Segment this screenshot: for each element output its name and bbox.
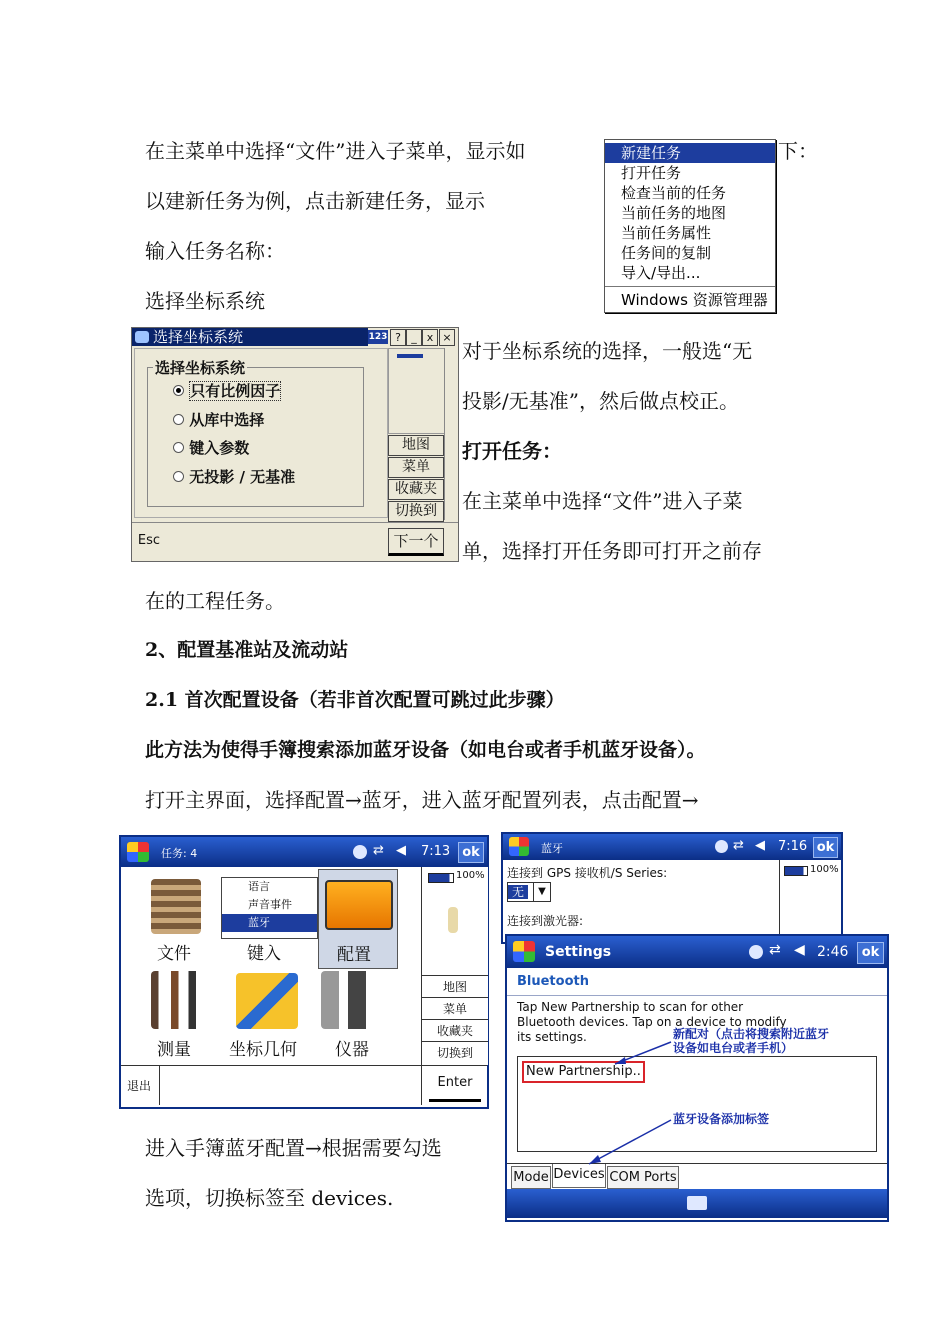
favorites-button[interactable]: 收藏夹 bbox=[388, 479, 444, 500]
esc-button[interactable]: Esc bbox=[134, 526, 164, 556]
menu-item-import-export[interactable]: 导入/导出... bbox=[621, 264, 701, 282]
pda-main-screen bbox=[119, 835, 489, 1109]
battery-level: 100% bbox=[810, 864, 839, 875]
volume-icon[interactable]: ◀ bbox=[755, 838, 765, 853]
pda-bluetooth-screen bbox=[501, 832, 843, 944]
battery-icon bbox=[428, 873, 454, 883]
bottom-divider bbox=[132, 522, 458, 523]
menu-item-windows-explorer[interactable]: Windows 资源管理器 bbox=[621, 291, 768, 309]
right-line-1: 对于坐标系统的选择，一般选“无 bbox=[462, 339, 753, 363]
method-heading: 此方法为使得手簿搜索添加蓝牙设备（如电台或者手机蓝牙设备）。 bbox=[145, 739, 706, 761]
toolbox-icon bbox=[325, 880, 393, 930]
right-line-5: 单，选择打开任务即可打开之前存 bbox=[462, 539, 762, 563]
next-button[interactable]: 下一个 bbox=[388, 528, 444, 556]
cogo-app-label[interactable]: 坐标几何 bbox=[229, 1040, 297, 1060]
new-partnership-item[interactable]: New Partnership.. bbox=[522, 1061, 645, 1083]
arrowhead-icon bbox=[589, 1155, 601, 1164]
para-line-3: 输入任务名称： bbox=[145, 239, 285, 263]
volume-icon[interactable]: ◀ bbox=[396, 843, 406, 858]
ok-button[interactable]: ok bbox=[458, 842, 484, 863]
exit-button[interactable]: 退出 bbox=[127, 1079, 152, 1093]
radio-icon[interactable] bbox=[173, 414, 184, 425]
config-submenu bbox=[221, 877, 318, 939]
pda-bt-titlebar bbox=[503, 834, 841, 860]
tab-mode[interactable]: Mode bbox=[511, 1166, 551, 1189]
close-icon[interactable]: × bbox=[439, 329, 455, 346]
right-line-2: 投影/无基准”，然后做点校正。 bbox=[462, 389, 739, 413]
switch-tab-instruction: 选项，切换标签至 devices. bbox=[145, 1186, 394, 1210]
pda-enter-divider bbox=[421, 1066, 422, 1105]
pda-favorites-button[interactable]: 收藏夹 bbox=[422, 1019, 488, 1042]
volume-icon[interactable]: ◀ bbox=[794, 942, 805, 958]
annotation-arrows bbox=[507, 936, 887, 1220]
option-no-projection[interactable]: 无投影 / 无基准 bbox=[173, 466, 295, 487]
menu-item-open-task[interactable]: 打开任务 bbox=[621, 164, 682, 182]
instrument-app-icon[interactable] bbox=[321, 971, 381, 1029]
right-line-4: 在主菜单中选择“文件”进入子菜 bbox=[462, 489, 743, 513]
connectivity-icon[interactable]: ⇄ bbox=[733, 838, 744, 853]
connectivity-icon[interactable]: ⇄ bbox=[769, 942, 781, 958]
para-line-1: 在主菜单中选择“文件”进入子菜单，显示如 bbox=[145, 139, 526, 163]
menu-separator bbox=[605, 286, 775, 287]
sync-icon[interactable] bbox=[353, 845, 367, 859]
chevron-down-icon[interactable]: ▼ bbox=[533, 883, 550, 901]
app-grid bbox=[121, 867, 421, 1065]
pda-bt-title: 蓝牙 bbox=[541, 842, 563, 855]
settings-title: Settings bbox=[545, 944, 612, 960]
menu-item-task-map[interactable]: 当前任务的地图 bbox=[621, 204, 727, 222]
option-from-library[interactable]: 从库中选择 bbox=[173, 409, 264, 430]
option-scale-factor[interactable]: 只有比例因子 bbox=[173, 380, 281, 401]
dialog-title: 选择坐标系统 bbox=[153, 328, 244, 346]
pda-exit-divider bbox=[159, 1066, 160, 1105]
battery-icon bbox=[784, 866, 808, 876]
file-menu-popup bbox=[604, 139, 776, 313]
option-key-in-params[interactable]: 键入参数 bbox=[173, 437, 249, 458]
section-heading-2: 2、配置基准站及流动站 bbox=[145, 639, 349, 661]
radio-icon[interactable] bbox=[173, 471, 184, 482]
config-app-selected[interactable] bbox=[318, 869, 398, 969]
submenu-sound-events[interactable]: 声音事件 bbox=[248, 898, 292, 911]
pda-map-button[interactable]: 地图 bbox=[422, 975, 488, 998]
pda-settings-screen bbox=[505, 934, 889, 1222]
bluetooth-description: Tap New Partnership to scan for other Bluetooth devices. Tap on a device to modify its settings. bbox=[517, 1000, 787, 1044]
pda-main-titlebar bbox=[121, 837, 487, 867]
connection-status-icon bbox=[448, 907, 458, 933]
scroll-strip bbox=[444, 348, 457, 520]
cogo-app-icon[interactable] bbox=[236, 973, 298, 1029]
survey-app-label[interactable]: 测量 bbox=[157, 1040, 191, 1060]
status-panel bbox=[388, 348, 446, 434]
switch-to-button[interactable]: 切换到 bbox=[388, 501, 444, 522]
clock[interactable]: 2:46 bbox=[817, 944, 849, 960]
arrowhead-icon bbox=[615, 1057, 626, 1064]
app-icon bbox=[135, 331, 149, 343]
open-main-instruction: 打开主界面，选择配置→蓝牙，进入蓝牙配置列表，点击配置→ bbox=[145, 788, 699, 812]
close-button[interactable]: x bbox=[422, 329, 438, 346]
para-line-2: 以建新任务为例，点击新建任务，显示 bbox=[145, 189, 485, 213]
pda-main-title: 任务: 4 bbox=[161, 847, 198, 860]
instrument-app-label[interactable]: 仪器 bbox=[335, 1040, 369, 1060]
arrow-to-devices-tab bbox=[589, 1120, 671, 1164]
file-app-icon[interactable] bbox=[151, 879, 201, 934]
pda-side-panel bbox=[421, 867, 488, 1065]
menu-item-new-task[interactable]: 新建任务 bbox=[605, 143, 775, 163]
windows-start-icon[interactable] bbox=[509, 837, 529, 856]
annotation-devices-tab: 蓝牙设备添加标签 bbox=[673, 1112, 770, 1126]
minimize-button[interactable]: _ bbox=[406, 329, 422, 346]
tab-com-ports[interactable]: COM Ports bbox=[607, 1166, 679, 1189]
input-mode-icon[interactable]: 123 bbox=[368, 332, 388, 342]
menu-button[interactable]: 菜单 bbox=[388, 457, 444, 478]
enter-bt-instruction: 进入手簿蓝牙配置→根据需要勾选 bbox=[145, 1136, 442, 1160]
para-line-5: 在的工程任务。 bbox=[145, 589, 285, 613]
submenu-language[interactable]: 语言 bbox=[248, 880, 270, 893]
keyin-app-label[interactable]: 键入 bbox=[247, 944, 281, 964]
para-line-4: 选择坐标系统 bbox=[145, 289, 265, 313]
battery-level: 100% bbox=[456, 870, 485, 881]
dialog-title-bar bbox=[132, 328, 368, 346]
pda-menu-button[interactable]: 菜单 bbox=[422, 997, 488, 1020]
section-heading-2-1: 2.1 首次配置设备（若非首次配置可跳过此步骤） bbox=[145, 689, 565, 711]
menu-item-task-properties[interactable]: 当前任务属性 bbox=[621, 224, 712, 242]
gps-label: 连接到 GPS 接收机/S Series: bbox=[507, 866, 668, 880]
pda-switch-to-button[interactable]: 切换到 bbox=[422, 1041, 488, 1064]
pda-bt-side-panel bbox=[779, 860, 842, 940]
clock[interactable]: 7:13 bbox=[421, 844, 451, 859]
menu-item-copy-between-tasks[interactable]: 任务间的复制 bbox=[621, 244, 712, 262]
title-controls bbox=[368, 328, 458, 346]
radio-selected-icon[interactable] bbox=[173, 385, 184, 396]
enter-button[interactable]: Enter bbox=[429, 1075, 481, 1102]
group-label: 选择坐标系统 bbox=[155, 359, 246, 377]
menu-item-review-task[interactable]: 检查当前的任务 bbox=[621, 184, 727, 202]
connectivity-icon[interactable]: ⇄ bbox=[373, 843, 384, 858]
coordinate-system-dialog bbox=[131, 327, 459, 562]
config-app-label: 配置 bbox=[337, 945, 371, 965]
open-task-heading: 打开任务： bbox=[462, 439, 562, 463]
bluetooth-section-title: Bluetooth bbox=[517, 974, 589, 989]
ok-button[interactable]: ok bbox=[813, 837, 838, 858]
dialog-content bbox=[134, 348, 388, 518]
laser-label: 连接到激光器: bbox=[507, 914, 584, 928]
file-app-label[interactable]: 文件 bbox=[157, 944, 191, 964]
survey-app-icon[interactable] bbox=[151, 971, 201, 1029]
gps-select[interactable]: 无 ▼ bbox=[507, 882, 551, 902]
ok-button[interactable]: ok bbox=[857, 942, 884, 964]
connection-icon bbox=[397, 354, 423, 358]
clock[interactable]: 7:16 bbox=[778, 839, 808, 854]
sync-icon[interactable] bbox=[715, 840, 728, 853]
map-button[interactable]: 地图 bbox=[388, 435, 444, 456]
submenu-bluetooth[interactable]: 蓝牙 bbox=[222, 914, 317, 932]
help-button[interactable]: ? bbox=[390, 329, 406, 346]
annotation-new-partnership: 新配对（点击将搜索附近蓝牙 设备如电台或者手机） bbox=[673, 1027, 830, 1055]
para-line-1-end: 下： bbox=[778, 139, 818, 163]
pda-bottom-divider bbox=[121, 1065, 487, 1066]
tab-devices[interactable]: Devices bbox=[552, 1164, 606, 1188]
radio-icon[interactable] bbox=[173, 442, 184, 453]
windows-start-icon[interactable] bbox=[127, 842, 149, 862]
